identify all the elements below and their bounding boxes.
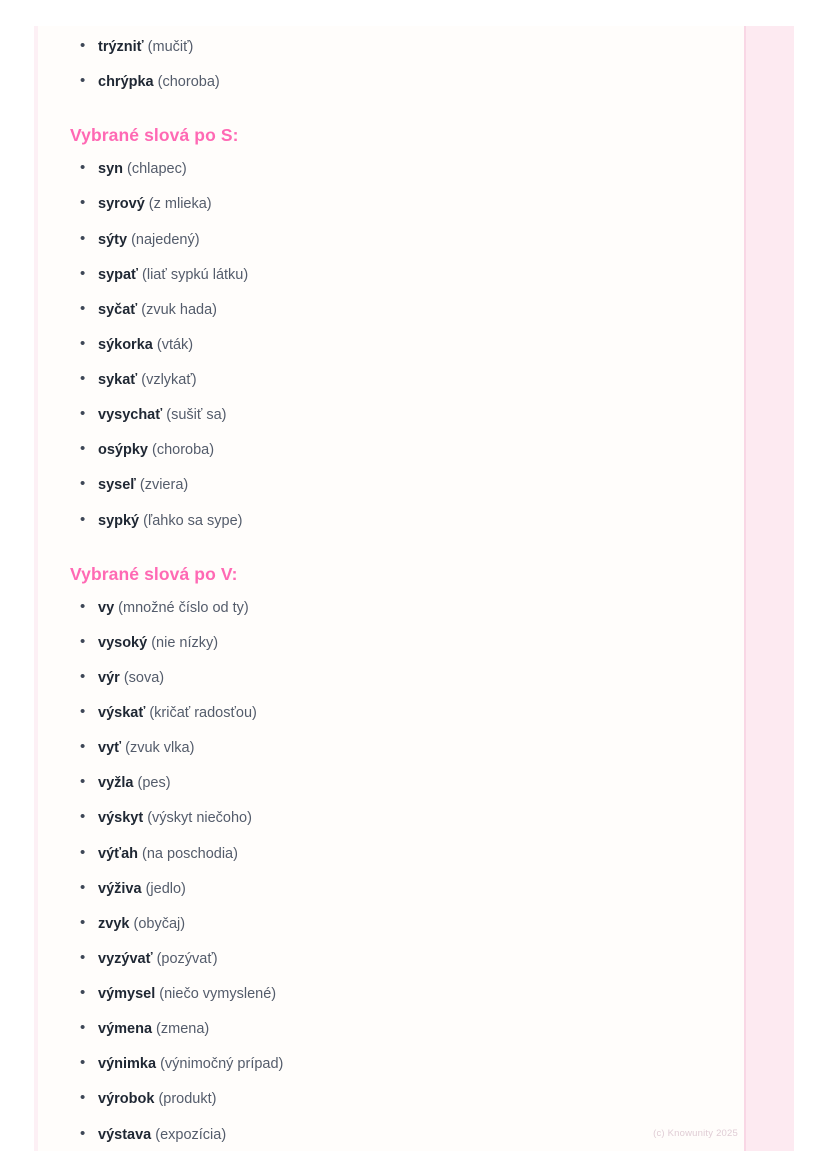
list-item [70,512,724,530]
list-item [70,195,724,213]
word-term: osýpky [98,442,148,459]
word-term: výťah [98,845,138,862]
word-gloss: (expozícia) [155,1126,227,1143]
list-item [70,73,724,91]
list-item [70,476,724,494]
word-term: syčať [98,301,138,318]
list-item [70,774,724,792]
list-item [70,1055,724,1073]
word-gloss: (jedlo) [145,880,186,897]
word-term: výmysel [98,986,156,1002]
list-item [70,160,724,178]
list-item [70,301,724,319]
list-item [70,669,724,687]
list-item [70,704,724,722]
list-item [70,441,724,459]
word-gloss: (najedený) [131,231,200,248]
list-item [70,915,724,933]
list-item [70,38,724,56]
word-gloss: (zvuk vlka) [125,740,195,757]
word-term: sykať [98,372,138,388]
list-item [70,406,724,424]
list-item [70,1020,724,1038]
word-gloss: (ľahko sa sype) [143,512,243,529]
word-gloss: (choroba) [157,74,220,91]
word-gloss: (množné číslo od ty) [118,599,249,616]
word-term: vysychať [98,407,163,424]
word-term: trýzniť [98,39,144,55]
word-term: zvyk [98,915,130,932]
section-title-v: Vybrané slová po V: [70,563,238,584]
note-sheet [34,26,794,1151]
word-term: výskyt [98,810,144,827]
word-list-continued [70,38,724,91]
word-gloss: (sova) [123,669,165,686]
word-term: syn [98,161,123,178]
list-item [70,231,724,249]
word-gloss: (zviera) [139,477,189,494]
word-term: sypať [98,266,138,283]
word-gloss: (z mlieka) [148,196,212,213]
word-term: syrový [98,196,145,213]
word-gloss: (výskyt niečoho) [147,810,252,827]
word-gloss: (výnimočný prípad) [160,1056,284,1073]
word-term: výr [98,669,120,686]
word-term: sýty [98,231,128,248]
list-item [70,1126,724,1144]
list-item [70,371,724,389]
list-item [70,950,724,968]
word-term: vy [98,599,115,616]
list-item [70,266,724,284]
word-list-s [70,160,724,529]
word-gloss: (zvuk hada) [141,301,217,318]
word-term: syseľ [98,477,136,494]
word-term: výrobok [98,1091,155,1108]
word-term: výnimka [98,1056,157,1073]
list-item [70,634,724,652]
word-gloss: (liať sypkú látku) [142,266,249,283]
list-item [70,599,724,617]
word-gloss: (pes) [137,775,171,792]
word-gloss: (zmena) [156,1021,210,1038]
word-gloss: (na poschodia) [142,845,238,862]
list-item [70,985,724,1003]
word-term: výživa [98,880,142,897]
word-gloss: (choroba) [152,442,215,459]
list-item [70,739,724,757]
word-gloss: (chlapec) [127,161,187,178]
word-list-v [70,599,724,1144]
list-item [70,845,724,863]
word-gloss: (nie nízky) [151,634,219,651]
word-gloss: (vzlykať) [141,372,197,388]
word-term: vyzývať [98,950,153,967]
note-content [34,26,794,1144]
word-gloss: (produkt) [158,1091,217,1108]
word-term: chrýpka [98,74,154,91]
list-item [70,809,724,827]
word-gloss: (obyčaj) [133,915,186,932]
word-term: vysoký [98,634,148,651]
footer-credit: (c) Knowunity 2025 [653,1128,738,1139]
section-title-s: Vybrané slová po S: [70,125,239,146]
word-gloss: (vták) [156,336,194,353]
word-term: vyť [98,740,122,757]
word-term: výstava [98,1126,152,1143]
list-item [70,880,724,898]
word-term: sypký [98,512,140,529]
word-term: vyžla [98,775,134,792]
word-term: sýkorka [98,336,153,353]
word-term: výmena [98,1021,153,1038]
list-item [70,336,724,354]
word-gloss: (niečo vymyslené) [159,986,277,1002]
word-gloss: (sušiť sa) [166,407,227,424]
list-item [70,1090,724,1108]
word-gloss: (kričať radosťou) [149,705,257,721]
word-gloss: (pozývať) [156,950,218,967]
word-term: výskať [98,705,146,721]
word-gloss: (mučiť) [147,39,194,55]
